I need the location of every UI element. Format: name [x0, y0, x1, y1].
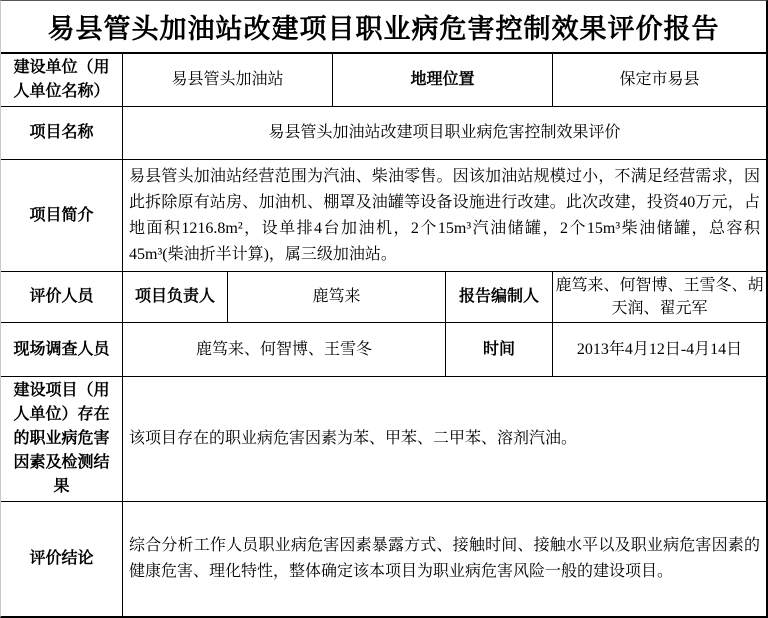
row-site-survey: [1, 323, 766, 377]
row-evaluators: [1, 272, 766, 323]
project-name-label: 项目名称: [1, 107, 123, 159]
report-compilers-value: 鹿笃来、何智博、王雪冬、胡天润、翟元军: [555, 277, 764, 317]
location-value: 保定市易县: [619, 71, 700, 88]
survey-time-value: 2013年4月12日-4月14日: [576, 340, 743, 358]
row-construction-unit: [1, 54, 766, 107]
conclusion-text: 综合分析工作人员职业病危害因素暴露方式、接触时间、接触水平以及职业病危害因素的健康危害、理化特性，整体确定该本项目为职业病危害风险一般的建设项目。: [129, 537, 760, 580]
site-survey-value: 鹿笃来、何智博、王雪冬: [123, 323, 446, 376]
report-compilers-label: 报告编制人: [446, 272, 553, 322]
report-title: 易县管头加油站改建项目职业病危害控制效果评价报告: [47, 14, 720, 44]
report-title-row: [1, 1, 766, 54]
construction-unit-label: 建设单位（用人单位名称）: [1, 54, 123, 106]
row-hazard-factors: [1, 377, 766, 502]
site-survey-label: 现场调查人员: [1, 323, 123, 376]
survey-time-label: 时间: [446, 323, 553, 376]
conclusion-value: [123, 502, 766, 616]
project-leader-value: 鹿笃来: [228, 272, 446, 322]
hazard-factors-label: 建设项目（用人单位）存在的职业病危害因素及检测结果: [1, 377, 123, 501]
project-leader-label: 项目负责人: [123, 272, 228, 322]
row-project-name: [1, 107, 766, 160]
conclusion-label: 评价结论: [1, 502, 123, 616]
location-label: 地理位置: [333, 54, 553, 106]
row-conclusion: [1, 502, 766, 616]
project-name-value: 易县管头加油站改建项目职业病危害控制效果评价: [268, 124, 621, 141]
project-intro-label: 项目简介: [1, 160, 123, 271]
project-intro-value: [123, 160, 766, 271]
project-intro-text: 易县管头加油站经营范围为汽油、柴油零售。因该加油站规模过小，不满足经营需求，因此拆除原有站房、加油机、棚罩及油罐等设备设施进行改建。此次改建，投资40万元，占地面积1216.8m²，设单排4台加油机，2个15m³汽油储罐，2个15m³柴油储罐，总容积45m³(柴油折半计算)，属三级加油站。: [129, 167, 760, 263]
evaluators-label: 评价人员: [1, 272, 123, 322]
construction-unit-value: 易县管头加油站: [123, 54, 333, 106]
row-project-intro: [1, 160, 766, 272]
hazard-factors-value: 该项目存在的职业病危害因素为苯、甲苯、二甲苯、溶剂汽油。: [129, 430, 578, 447]
